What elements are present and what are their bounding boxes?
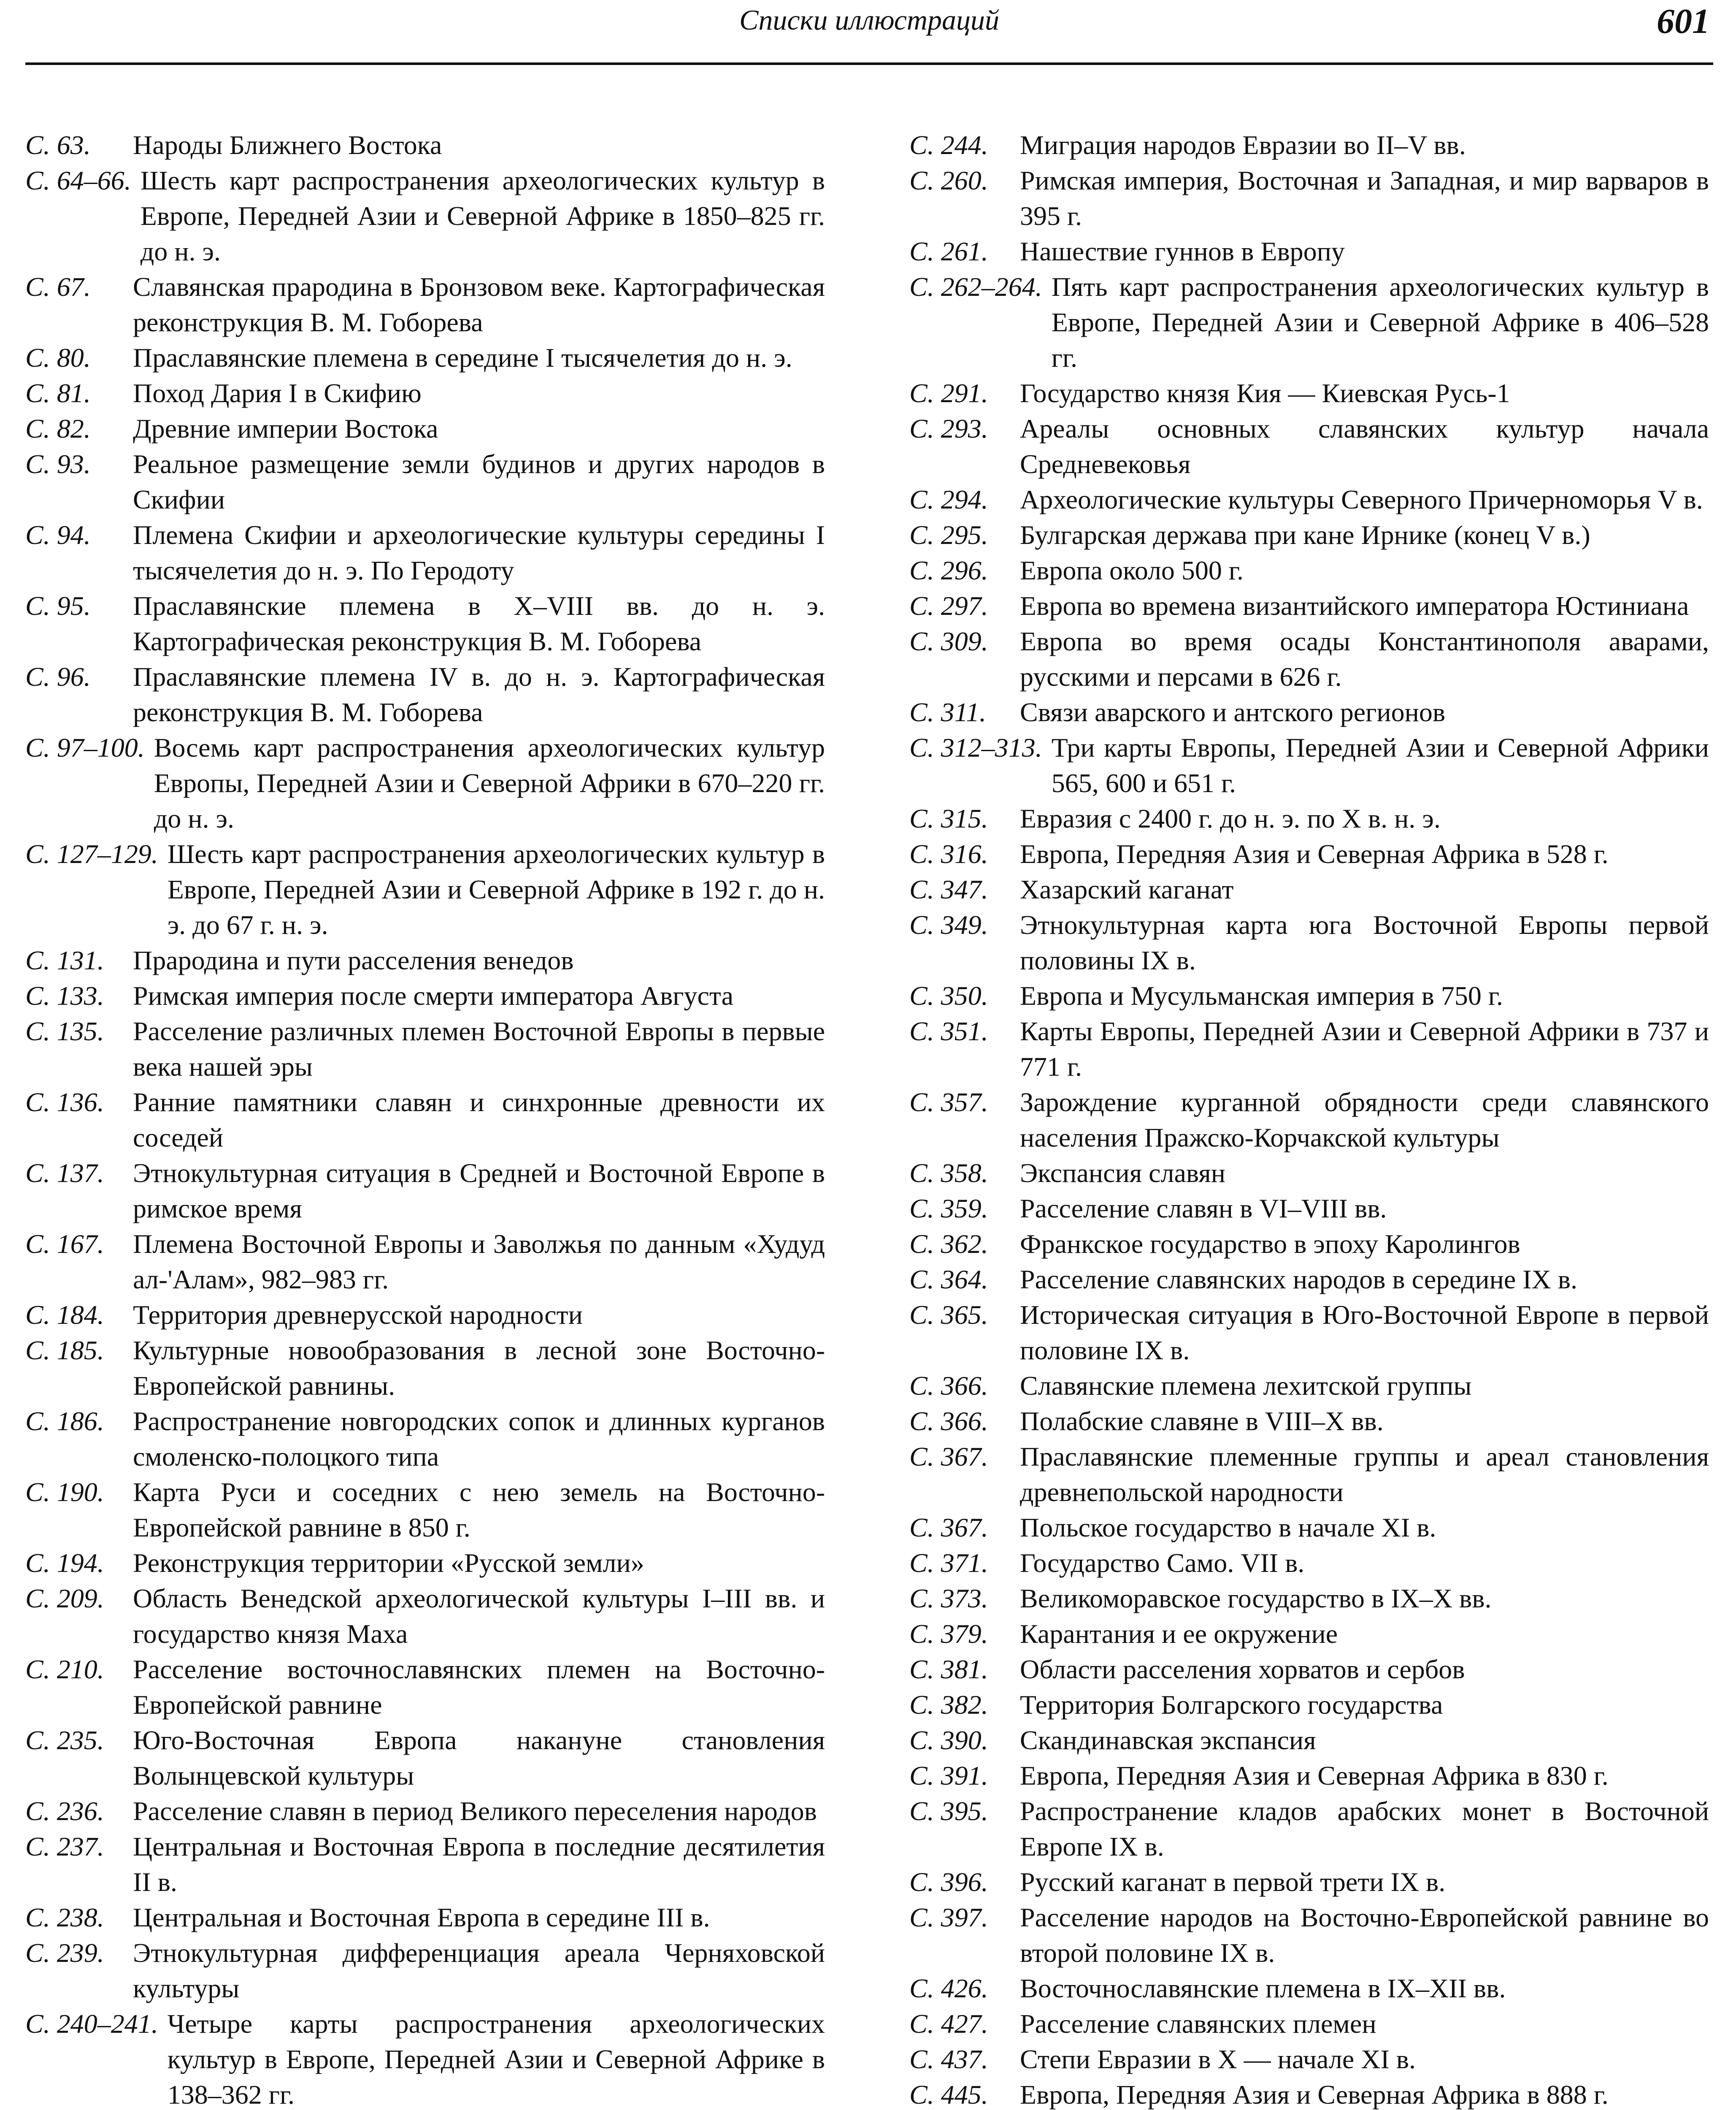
page-ref: С. 137. bbox=[25, 1158, 104, 1188]
illustration-caption: Расселение славян в VI–VIII вв. bbox=[1020, 1193, 1387, 1223]
illustration-caption: Римская империя, Восточная и Западная, и мир варваров в 395 г. bbox=[1020, 165, 1709, 231]
illustration-caption: Расселение славянских племен bbox=[1020, 2009, 1376, 2039]
illustration-entry bbox=[25, 943, 825, 978]
page-ref: С. 350. bbox=[909, 981, 988, 1011]
illustration-caption: Европа во времена византийского императора Юстиниана bbox=[1020, 591, 1689, 621]
illustration-entry bbox=[25, 1226, 825, 1297]
illustration-entry bbox=[909, 1014, 1709, 1085]
page-ref: С. 64–66. bbox=[25, 165, 131, 195]
illustration-entry bbox=[909, 163, 1709, 234]
page-ref: С. 237. bbox=[25, 1831, 104, 1861]
illustration-entry bbox=[909, 1510, 1709, 1545]
illustration-entry bbox=[25, 446, 825, 517]
illustration-entry bbox=[909, 2006, 1709, 2042]
illustration-entry bbox=[909, 1794, 1709, 1864]
illustration-entry bbox=[909, 1723, 1709, 1758]
illustration-entry bbox=[25, 1404, 825, 1474]
page-ref: С. 390. bbox=[909, 1725, 988, 1755]
illustration-caption: Прародина и пути расселения венедов bbox=[133, 945, 574, 975]
illustration-caption: Восемь карт распространения археологических культур Европы, Передней Азии и Северной Африки в 670–220 гг. до н. э. bbox=[154, 733, 825, 833]
page-ref: С. 96. bbox=[25, 662, 91, 692]
illustration-entry bbox=[25, 2006, 825, 2110]
page-ref: С. 210. bbox=[25, 1654, 104, 1684]
illustration-entry bbox=[909, 1971, 1709, 2006]
illustration-entry bbox=[909, 836, 1709, 872]
illustration-caption: Карты Европы, Передней Азии и Северной Африки в 737 и 771 г. bbox=[1020, 1016, 1709, 1082]
illustration-caption: Расселение восточнославянских племен на Восточно-Европейской равнине bbox=[133, 1654, 825, 1720]
illustration-entry bbox=[25, 1581, 825, 1652]
page-ref: С. 239. bbox=[25, 1938, 104, 1968]
illustration-entry bbox=[909, 482, 1709, 517]
page-ref: С. 294. bbox=[909, 484, 988, 514]
page-ref: С. 236. bbox=[25, 1796, 104, 1826]
page-ref: С. 359. bbox=[909, 1193, 988, 1223]
illustration-entry bbox=[25, 1297, 825, 1333]
illustration-caption: Миграция народов Евразии во II–V вв. bbox=[1020, 130, 1466, 160]
illustration-entry bbox=[909, 1368, 1709, 1404]
page-ref: С. 67. bbox=[25, 272, 91, 302]
illustration-caption: Ареалы основных славянских культур начала Средневековья bbox=[1020, 414, 1709, 479]
illustration-entry bbox=[909, 872, 1709, 907]
illustration-entry bbox=[909, 695, 1709, 730]
illustration-caption: Юго-Восточная Европа накануне становления Волынцевской культуры bbox=[133, 1725, 825, 1791]
running-title: Списки иллюстраций bbox=[739, 4, 999, 36]
illustration-caption: Государство Само. VII в. bbox=[1020, 1548, 1305, 1578]
page-ref: С. 133. bbox=[25, 981, 104, 1011]
page-ref: С. 293. bbox=[909, 414, 988, 444]
page-ref: С. 93. bbox=[25, 449, 91, 479]
illustration-caption: Хазарский каганат bbox=[1020, 874, 1234, 904]
page-ref: С. 371. bbox=[909, 1548, 988, 1578]
illustration-entry bbox=[25, 1900, 825, 1935]
illustration-entry bbox=[25, 1333, 825, 1404]
illustration-entry bbox=[909, 1155, 1709, 1191]
illustration-entry bbox=[909, 234, 1709, 269]
right-column bbox=[909, 127, 1709, 2110]
illustration-entry bbox=[909, 411, 1709, 482]
page-ref: С. 186. bbox=[25, 1406, 104, 1436]
page-ref: С. 261. bbox=[909, 236, 988, 266]
page-ref: С. 366. bbox=[909, 1371, 988, 1401]
page-ref: С. 426. bbox=[909, 1973, 988, 2003]
illustration-caption: Реальное размещение земли будинов и других народов в Скифии bbox=[133, 449, 825, 514]
illustration-entry bbox=[909, 376, 1709, 411]
illustration-entry bbox=[25, 376, 825, 411]
page-ref: С. 235. bbox=[25, 1725, 104, 1755]
page-ref: С. 357. bbox=[909, 1087, 988, 1117]
illustration-caption: Восточнославянские племена в IX–XII вв. bbox=[1020, 1973, 1506, 2003]
illustration-caption: Центральная и Восточная Европа в последние десятилетия II в. bbox=[133, 1831, 825, 1897]
illustration-caption: Булгарская держава при кане Ирнике (конец V в.) bbox=[1020, 520, 1590, 550]
page-ref: С. 238. bbox=[25, 1902, 104, 1932]
illustration-entry bbox=[909, 1085, 1709, 1155]
illustration-entry bbox=[909, 1226, 1709, 1262]
page-ref: С. 209. bbox=[25, 1583, 104, 1613]
page-ref: С. 295. bbox=[909, 520, 988, 550]
illustration-caption: Расселение славян в период Великого переселения народов bbox=[133, 1796, 817, 1826]
illustration-entry bbox=[25, 1545, 825, 1581]
page-ref: С. 311. bbox=[909, 697, 986, 727]
illustration-caption: Культурные новообразования в лесной зоне Восточно-Европейской равнины. bbox=[133, 1335, 825, 1401]
page-ref: С. 190. bbox=[25, 1477, 104, 1507]
page-ref: С. 94. bbox=[25, 520, 91, 550]
illustration-caption: Области расселения хорватов и сербов bbox=[1020, 1654, 1465, 1684]
page-ref: С. 391. bbox=[909, 1761, 988, 1791]
page-ref: С. 315. bbox=[909, 803, 988, 833]
page-ref: С. 395. bbox=[909, 1796, 988, 1826]
illustration-caption: Этнокультурная дифференциация ареала Черняховской культуры bbox=[133, 1938, 825, 2003]
page-ref: С. 262–264. bbox=[909, 272, 1042, 302]
page-ref: С. 397. bbox=[909, 1902, 988, 1932]
page-ref: С. 260. bbox=[909, 165, 988, 195]
illustration-caption: Государство князя Кия — Киевская Русь-1 bbox=[1020, 378, 1510, 408]
illustration-entry bbox=[909, 2077, 1709, 2110]
illustration-entry bbox=[25, 411, 825, 446]
illustration-caption: Расселение народов на Восточно-Европейской равнине во второй половине IX в. bbox=[1020, 1902, 1709, 1968]
page-number: 601 bbox=[1657, 2, 1710, 41]
illustration-caption: Связи аварского и антского регионов bbox=[1020, 697, 1446, 727]
illustration-entry bbox=[25, 517, 825, 588]
illustration-caption: Русский каганат в первой трети IX в. bbox=[1020, 1867, 1446, 1897]
illustration-entry bbox=[25, 1155, 825, 1226]
page-ref: С. 365. bbox=[909, 1300, 988, 1330]
illustration-caption: Скандинавская экспансия bbox=[1020, 1725, 1316, 1755]
illustration-caption: Полабские славяне в VIII–X вв. bbox=[1020, 1406, 1384, 1436]
page-ref: С. 351. bbox=[909, 1016, 988, 1046]
illustration-entry bbox=[25, 1794, 825, 1829]
illustration-caption: Карта Руси и соседних с нею земель на Восточно-Европейской равнине в 850 г. bbox=[133, 1477, 825, 1542]
illustration-caption: Центральная и Восточная Европа в середине III в. bbox=[133, 1902, 710, 1932]
illustration-caption: Славянская прародина в Бронзовом веке. Картографическая реконструкция В. М. Гоборева bbox=[133, 272, 825, 337]
page-ref: С. 244. bbox=[909, 130, 988, 160]
illustration-entry bbox=[25, 1652, 825, 1723]
page-ref: С. 312–313. bbox=[909, 733, 1042, 763]
illustration-caption: Историческая ситуация в Юго-Восточной Европе в первой половине IX в. bbox=[1020, 1300, 1709, 1365]
illustration-caption: Польское государство в начале XI в. bbox=[1020, 1512, 1436, 1542]
illustration-caption: Племена Восточной Европы и Заволжья по данным «Худуд ал-'Алам», 982–983 гг. bbox=[133, 1229, 825, 1294]
page-ref: С. 367. bbox=[909, 1512, 988, 1542]
illustration-caption: Распространение новгородских сопок и длинных курганов смоленско-полоцкого типа bbox=[133, 1406, 825, 1472]
illustration-caption: Три карты Европы, Передней Азии и Северной Африки 565, 600 и 651 г. bbox=[1051, 733, 1709, 798]
illustration-caption: Европа и Мусульманская империя в 750 г. bbox=[1020, 981, 1503, 1011]
illustration-entry bbox=[25, 1829, 825, 1900]
illustration-entry bbox=[909, 2042, 1709, 2077]
illustration-entry bbox=[25, 978, 825, 1014]
illustration-entry bbox=[25, 1935, 825, 2006]
illustration-entry bbox=[25, 340, 825, 376]
page-header bbox=[25, 0, 1713, 65]
page-ref: С. 316. bbox=[909, 839, 988, 869]
illustration-caption: Европа, Передняя Азия и Северная Африка в 830 г. bbox=[1020, 1761, 1609, 1791]
illustration-caption: Европа, Передняя Азия и Северная Африка в 888 г. bbox=[1020, 2080, 1609, 2110]
page-ref: С. 309. bbox=[909, 626, 988, 656]
illustration-entry bbox=[909, 588, 1709, 624]
page-ref: С. 373. bbox=[909, 1583, 988, 1613]
page-ref: С. 297. bbox=[909, 591, 988, 621]
left-column bbox=[25, 127, 825, 2110]
illustration-caption: Ранние памятники славян и синхронные древности их соседей bbox=[133, 1087, 825, 1152]
illustration-caption: Распространение кладов арабских монет в Восточной Европе IX в. bbox=[1020, 1796, 1709, 1861]
page-ref: С. 127–129. bbox=[25, 839, 158, 869]
illustration-caption: Зарождение курганной обрядности среди славянского населения Пражско-Корчакской культуры bbox=[1020, 1087, 1709, 1152]
page-ref: С. 445. bbox=[909, 2080, 988, 2110]
page-ref: С. 240–241. bbox=[25, 2009, 158, 2039]
page-ref: С. 296. bbox=[909, 555, 988, 585]
page-ref: С. 82. bbox=[25, 414, 91, 444]
page-ref: С. 95. bbox=[25, 591, 91, 621]
illustration-caption: Реконструкция территории «Русской земли» bbox=[133, 1548, 644, 1578]
illustration-entry bbox=[25, 269, 825, 340]
illustration-caption: Праславянские племена IV в. до н. э. Картографическая реконструкция В. М. Гоборева bbox=[133, 662, 825, 727]
illustration-entry bbox=[909, 801, 1709, 836]
page-ref: С. 366. bbox=[909, 1406, 988, 1436]
illustration-entry bbox=[25, 1474, 825, 1545]
illustration-entry bbox=[909, 1864, 1709, 1900]
illustration-entry bbox=[25, 1085, 825, 1155]
illustration-entry bbox=[909, 1758, 1709, 1794]
illustration-entry bbox=[909, 1652, 1709, 1687]
illustration-caption: Великоморавское государство в IX–X вв. bbox=[1020, 1583, 1492, 1613]
page-ref: С. 136. bbox=[25, 1087, 104, 1117]
illustration-caption: Шесть карт распространения археологических культур в Европе, Передней Азии и Северной Африке в 192 г. до н. э. до 67 г. н. э. bbox=[167, 839, 825, 940]
illustration-entry bbox=[909, 978, 1709, 1014]
illustration-entry bbox=[909, 1439, 1709, 1510]
illustration-caption: Римская империя после смерти императора Августа bbox=[133, 981, 734, 1011]
illustration-entry bbox=[909, 553, 1709, 588]
illustration-caption: Праславянские племена в X–VIII вв. до н. э. Картографическая реконструкция В. М. Гоборева bbox=[133, 591, 825, 656]
illustration-caption: Нашествие гуннов в Европу bbox=[1020, 236, 1345, 266]
illustration-caption: Древние империи Востока bbox=[133, 414, 438, 444]
illustration-caption: Праславянские племенные группы и ареал становления древнепольской народности bbox=[1020, 1442, 1709, 1507]
illustration-caption: Франкское государство в эпоху Каролингов bbox=[1020, 1229, 1520, 1259]
illustration-entry bbox=[909, 127, 1709, 163]
page-ref: С. 382. bbox=[909, 1690, 988, 1720]
page-ref: С. 81. bbox=[25, 378, 91, 408]
illustration-entry bbox=[909, 1191, 1709, 1226]
illustration-caption: Четыре карты распространения археологических культур в Европе, Передней Азии и Северной Африке в 138–362 гг. bbox=[167, 2009, 825, 2110]
page-ref: С. 135. bbox=[25, 1016, 104, 1046]
illustration-caption: Праславянские племена в середине I тысячелетия до н. э. bbox=[133, 343, 792, 373]
illustration-caption: Славянские племена лехитской группы bbox=[1020, 1371, 1472, 1401]
illustration-caption: Европа, Передняя Азия и Северная Африка в 528 г. bbox=[1020, 839, 1609, 869]
illustration-entry bbox=[909, 1900, 1709, 1971]
illustration-caption: Степи Евразии в X — начале XI в. bbox=[1020, 2044, 1416, 2074]
page-ref: С. 347. bbox=[909, 874, 988, 904]
page-ref: С. 427. bbox=[909, 2009, 988, 2039]
page-ref: С. 358. bbox=[909, 1158, 988, 1188]
illustration-caption: Шесть карт распространения археологических культур в Европе, Передней Азии и Северной Африке в 1850–825 гг. до н. э. bbox=[140, 165, 825, 266]
page-ref: С. 185. bbox=[25, 1335, 104, 1365]
illustration-entry bbox=[909, 1404, 1709, 1439]
illustration-entry bbox=[909, 1262, 1709, 1297]
page-ref: С. 80. bbox=[25, 343, 91, 373]
illustration-caption: Европа во время осады Константинополя аварами, русскими и персами в 626 г. bbox=[1020, 626, 1709, 692]
illustration-entry bbox=[909, 1687, 1709, 1723]
page-ref: С. 167. bbox=[25, 1229, 104, 1259]
illustration-caption: Этнокультурная карта юга Восточной Европы первой половины IX в. bbox=[1020, 910, 1709, 975]
illustration-caption: Европа около 500 г. bbox=[1020, 555, 1244, 585]
illustration-entry bbox=[25, 1723, 825, 1794]
page-ref: С. 396. bbox=[909, 1867, 988, 1897]
page-ref: С. 364. bbox=[909, 1264, 988, 1294]
illustration-caption: Археологические культуры Северного Причерноморья V в. bbox=[1020, 484, 1703, 514]
illustration-entry bbox=[25, 730, 825, 836]
illustration-caption: Евразия с 2400 г. до н. э. по X в. н. э. bbox=[1020, 803, 1441, 833]
page-ref: С. 437. bbox=[909, 2044, 988, 2074]
illustration-entry bbox=[909, 907, 1709, 978]
page-ref: С. 131. bbox=[25, 945, 104, 975]
page-ref: С. 349. bbox=[909, 910, 988, 940]
page-ref: С. 97–100. bbox=[25, 733, 145, 763]
illustration-caption: Пять карт распространения археологических культур в Европе, Передней Азии и Северной Африке в 406–528 гг. bbox=[1051, 272, 1709, 373]
page-ref: С. 367. bbox=[909, 1442, 988, 1472]
illustration-entry bbox=[909, 1297, 1709, 1368]
illustration-entry bbox=[25, 836, 825, 943]
illustration-caption: Поход Дария I в Скифию bbox=[133, 378, 422, 408]
illustration-caption: Племена Скифии и археологические культуры середины I тысячелетия до н. э. По Геродоту bbox=[133, 520, 825, 585]
illustration-entry bbox=[25, 127, 825, 163]
page-ref: С. 184. bbox=[25, 1300, 104, 1330]
page-ref: С. 379. bbox=[909, 1619, 988, 1649]
illustration-entry bbox=[909, 624, 1709, 695]
illustration-entry bbox=[25, 588, 825, 659]
illustration-caption: Карантания и ее окружение bbox=[1020, 1619, 1338, 1649]
illustration-entry bbox=[909, 1581, 1709, 1616]
illustration-caption: Народы Ближнего Востока bbox=[133, 130, 442, 160]
page-ref: С. 291. bbox=[909, 378, 988, 408]
illustration-entry bbox=[909, 730, 1709, 801]
page-ref: С. 63. bbox=[25, 130, 91, 160]
page-ref: С. 381. bbox=[909, 1654, 988, 1684]
page-ref: С. 362. bbox=[909, 1229, 988, 1259]
illustration-entry bbox=[909, 1616, 1709, 1652]
illustration-entry bbox=[909, 269, 1709, 376]
illustration-entry bbox=[909, 517, 1709, 553]
illustration-entry bbox=[25, 1014, 825, 1085]
illustration-caption: Территория древнерусской народности bbox=[133, 1300, 583, 1330]
illustration-caption: Область Венедской археологической культуры I–III вв. и государство князя Маха bbox=[133, 1583, 825, 1649]
illustration-caption: Расселение славянских народов в середине IX в. bbox=[1020, 1264, 1577, 1294]
illustration-caption: Экспансия славян bbox=[1020, 1158, 1225, 1188]
illustration-caption: Расселение различных племен Восточной Европы в первые века нашей эры bbox=[133, 1016, 825, 1082]
illustration-caption: Территория Болгарского государства bbox=[1020, 1690, 1443, 1720]
illustration-entry bbox=[25, 659, 825, 730]
page-ref: С. 194. bbox=[25, 1548, 104, 1578]
illustration-entry bbox=[909, 1545, 1709, 1581]
illustration-entry bbox=[25, 163, 825, 269]
illustration-caption: Этнокультурная ситуация в Средней и Восточной Европе в римское время bbox=[133, 1158, 825, 1223]
